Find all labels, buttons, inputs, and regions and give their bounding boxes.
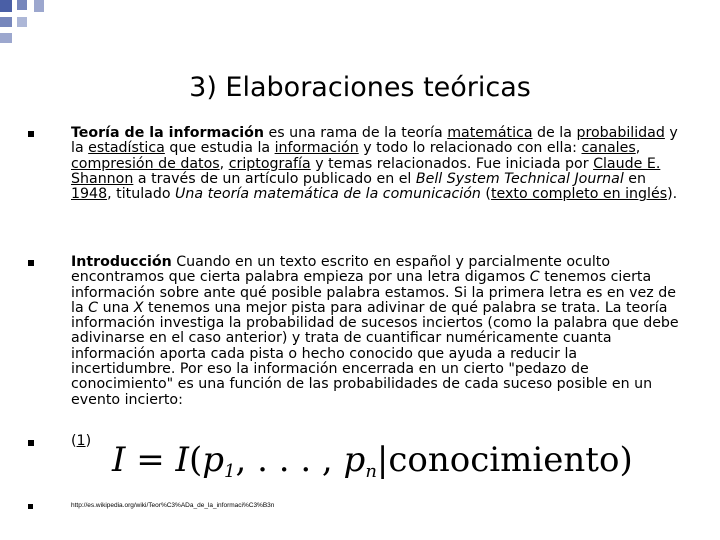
corner-square [17,17,27,27]
text: ) [85,433,92,449]
text: tenemos una mejor pista para adivinar de qué palabra se trata. La teoría información investiga la probabilidad de sucesos inciertos (como la palabra que debe adivinarse en el caso anterior) y trata de cuantificar numéricamente cuanta información aporta cada pista o hecho conocido que ayuda a reducir la incertidumbre. Por eso la información encerrada en un cierto "pedazo de conocimiento" es una función de las probabilidades de cada suceso posible en un evento incierto: [71,299,679,408]
bullet-square [28,440,34,446]
text: Cuando en un texto escrito en español y parcialmente oculto encontramos que cierta palabra empieza por una letra digamos [71,254,611,286]
corner-square [0,33,12,43]
formula-symbol: p [202,440,225,480]
paper-title: Una teoría matemática de la comunicación [175,186,481,203]
text: , titulado [107,186,176,203]
corner-square [0,0,12,12]
source-url[interactable]: http://es.wikipedia.org/wiki/Teor%C3%ADa_de_la_informaci%C3%B3n [71,502,275,509]
text: ( [480,186,491,203]
formula-equals: = [125,440,176,480]
formula-symbol: I [112,440,126,480]
link-probabilidad[interactable]: probabilidad [576,125,665,141]
text: y la [71,125,678,157]
text: ). [667,186,678,203]
link-shannon[interactable]: Claude E. Shannon [71,155,661,187]
link-1948[interactable]: 1948 [71,186,108,203]
text: que estudia la [164,140,275,157]
corner-square [34,0,44,12]
formula-dots: , . . . , [235,440,344,480]
slide-title: 3) Elaboraciones teóricas [189,72,531,103]
reference-line [71,434,111,449]
formula-subscript: n [365,461,377,482]
term-introduccion: Introducción [71,254,172,270]
link-estadistica[interactable]: estadística [88,140,165,157]
link-ref-1[interactable]: 1 [76,433,86,449]
bullet-square [28,504,33,509]
text: a través de un artículo publicado en el [133,170,416,187]
formula-symbol: I [175,440,189,480]
text: es una rama de la teoría [263,125,448,141]
text: y todo lo relacionado con ella: [358,140,582,157]
term-teoria: Teoría de la información [71,125,264,141]
link-informacion[interactable]: información [274,140,359,157]
text: , [635,140,641,157]
link-canales[interactable]: canales [581,140,636,157]
link-criptografia[interactable]: criptografía [228,155,311,172]
letter-c: C [88,299,99,316]
paragraph-introduccion [71,255,681,408]
text: ( [71,433,77,449]
text: y temas relacionados. Fue iniciada por [310,155,594,172]
formula-symbol: p [343,440,366,480]
letter-c: C [529,269,540,286]
formula-paren: ( [188,440,203,480]
formula-word: conocimiento [388,440,620,480]
text: de la [532,125,577,141]
link-compresion[interactable]: compresión de datos [71,155,220,172]
text: tenemos cierta información sobre ante qué posible palabra estamos. Si la primera letra es en vez de la [71,269,676,316]
information-formula [112,440,633,492]
letter-x: X [133,299,144,316]
paragraph-teoria [71,126,681,202]
corner-square [17,0,27,10]
text: en [623,170,647,187]
bullet-square [28,131,34,137]
corner-square [0,17,12,27]
text: , [219,155,229,172]
link-matematica[interactable]: matemática [447,125,533,141]
journal-name: Bell System Technical Journal [415,170,624,187]
text: una [98,299,134,316]
formula-subscript: 1 [224,461,236,482]
link-texto-completo[interactable]: texto completo en inglés [490,186,668,203]
formula-paren: ) [619,440,633,480]
formula-bar: | [376,440,389,480]
bullet-square [28,260,34,266]
